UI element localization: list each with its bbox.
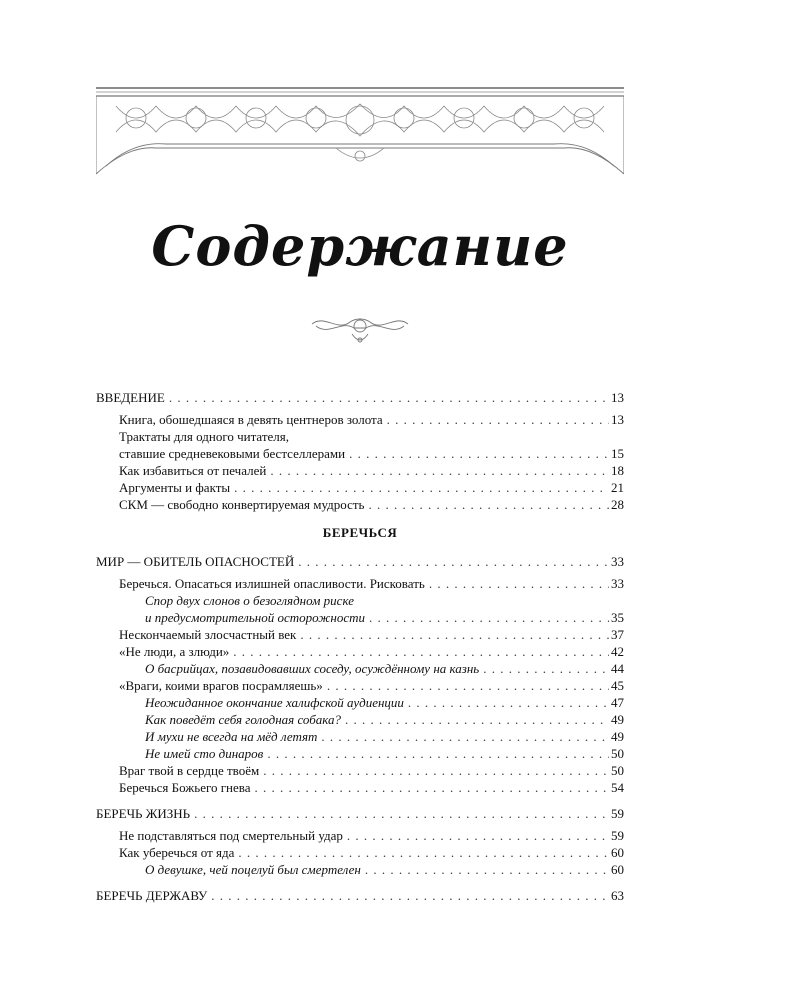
toc-entry[interactable]: Книга, обошедшаяся в девять центнеров золота . . . 13 — [96, 411, 624, 428]
title-divider-ornament — [308, 310, 412, 348]
toc-entry[interactable]: Нескончаемый злосчастный век . . . 37 — [96, 626, 624, 643]
toc-entry[interactable]: ставшие средневековыми бестселлерами . . . 15 — [96, 445, 624, 462]
toc-entry[interactable]: Трактаты для одного читателя, — [119, 429, 290, 444]
toc-entry[interactable]: Беречься. Опасаться излишней опасливости. Рисковать . . . 33 — [96, 575, 624, 592]
toc-entry[interactable]: И мухи не всегда на мёд летят . . . 49 — [96, 728, 624, 745]
toc-entry[interactable]: Не подставляться под смертельный удар . . . 59 — [96, 827, 624, 844]
toc-entry[interactable]: О девушке, чей поцелуй был смертелен . . . 60 — [96, 861, 624, 878]
toc-entry[interactable]: Как уберечься от яда . . . 60 — [96, 844, 624, 861]
toc-entry[interactable]: МИР — ОБИТЕЛЬ ОПАСНОСТЕЙ . . . 33 — [96, 553, 624, 570]
toc-entry[interactable]: СКМ — свободно конвертируемая мудрость . . . 28 — [96, 496, 624, 513]
toc-entry[interactable]: БЕРЕЧЬ ЖИЗНЬ . . . 59 — [96, 805, 624, 822]
toc-entry[interactable]: Враг твой в сердце твоём . . . 50 — [96, 762, 624, 779]
toc-entry[interactable]: Как поведёт себя голодная собака? . . . 49 — [96, 711, 624, 728]
toc-entry[interactable]: Не имей сто динаров . . . 50 — [96, 745, 624, 762]
toc-entry[interactable]: «Враги, коими врагов посрамляешь» . . . 45 — [96, 677, 624, 694]
toc-entry[interactable]: Спор двух слонов о безоглядном риске — [145, 593, 354, 608]
toc-entry[interactable]: и предусмотрительной осторожности . . . 35 — [96, 609, 624, 626]
ornamental-frieze — [96, 86, 624, 180]
toc-entry[interactable]: БЕРЕЧЬ ДЕРЖАВУ . . . 63 — [96, 887, 624, 904]
table-of-contents — [96, 389, 624, 904]
toc-entry[interactable]: Как избавиться от печалей . . . 18 — [96, 462, 624, 479]
toc-entry[interactable]: ВВЕДЕНИЕ . . . 13 — [96, 389, 624, 406]
toc-entry[interactable]: О басрийцах, позавидовавших соседу, осуждённому на казнь . . . 44 — [96, 660, 624, 677]
toc-entry[interactable]: Аргументы и факты . . . 21 — [96, 479, 624, 496]
section-heading: БЕРЕЧЬСЯ — [322, 525, 398, 540]
toc-entry[interactable]: «Не люди, а злюди» . . . 42 — [96, 643, 624, 660]
toc-entry[interactable]: Неожиданное окончание халифской аудиенции . . . 47 — [96, 694, 624, 711]
toc-entry[interactable]: Беречься Божьего гнева . . . 54 — [96, 779, 624, 796]
page-title: Содержание — [151, 214, 569, 278]
